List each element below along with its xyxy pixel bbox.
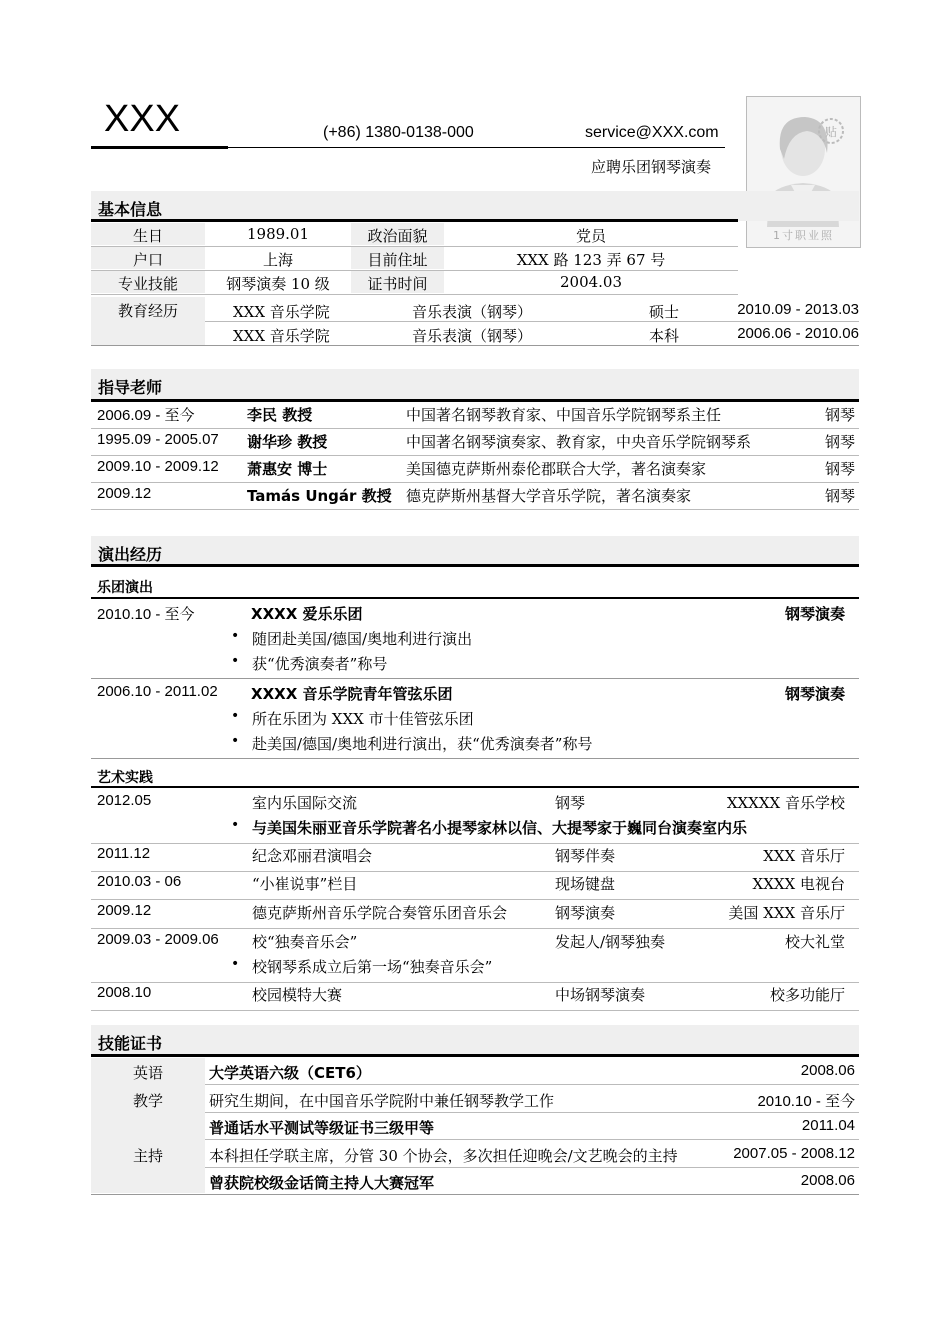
teacher-field: 钢琴 <box>824 406 855 424</box>
teacher-period: 2009.10 - 2009.12 <box>97 458 219 475</box>
basic-value: 2004.03 <box>559 273 623 291</box>
band-role: 钢琴演奏 <box>784 685 845 703</box>
basic-label: 证书时间 <box>367 275 428 293</box>
band-bullet: 随团赴美国/德国/奥地利进行演出 <box>252 630 473 648</box>
teacher-desc: 德克萨斯州基督大学音乐学院，著名演奏家 <box>406 487 692 505</box>
art-period: 2012.05 <box>97 792 152 809</box>
teacher-desc: 美国德克萨斯州泰伦郡联合大学，著名演奏家 <box>406 460 707 478</box>
edu-period: 2006.06 - 2010.06 <box>737 325 859 342</box>
band-bullet: 所在乐团为 XXX 市十佳管弦乐团 <box>252 710 474 728</box>
band-period: 2006.10 - 2011.02 <box>97 683 218 700</box>
basic-label: 政治面貌 <box>367 227 428 245</box>
teacher-name: 谢华珍 教授 <box>247 433 328 451</box>
row-divider <box>91 1194 859 1195</box>
skill-date: 2008.06 <box>800 1172 855 1189</box>
row-divider <box>91 294 738 295</box>
teacher-name: 萧惠安 博士 <box>247 460 328 478</box>
skill-label: 教学 <box>132 1092 163 1110</box>
band-bullet: 获“优秀演奏者”称号 <box>252 655 388 673</box>
row-divider <box>205 321 859 322</box>
candidate-name: XXX <box>104 98 181 140</box>
row-divider <box>91 1010 859 1011</box>
basic-label: 专业技能 <box>117 275 178 293</box>
section-header-skills <box>91 1025 859 1055</box>
art-period: 2010.03 - 06 <box>97 873 182 890</box>
photo-stamp: 贴 <box>824 125 838 139</box>
teacher-period: 2006.09 - 至今 <box>97 407 195 424</box>
skill-label: 英语 <box>132 1064 163 1082</box>
teacher-field: 钢琴 <box>824 433 855 451</box>
row-divider <box>91 899 859 900</box>
edu-school: XXX 音乐学院 <box>233 327 330 345</box>
art-period: 2008.10 <box>97 984 152 1001</box>
skill-text: 曾获院校级金话筒主持人大赛冠军 <box>209 1174 435 1192</box>
teacher-name: 李民 教授 <box>247 406 313 424</box>
teacher-period: 2009.12 <box>97 485 152 502</box>
art-bullet: 与美国朱丽亚音乐学院著名小提琴家林以信、大提琴家于巍同台演奏室内乐 <box>252 819 748 837</box>
row-divider <box>91 678 859 679</box>
photo-placeholder <box>746 96 861 248</box>
art-role: 钢琴伴奏 <box>555 847 616 865</box>
edu-degree: 本科 <box>649 327 680 345</box>
skill-label: 主持 <box>132 1147 163 1165</box>
art-role: 钢琴 <box>555 794 586 812</box>
skill-text: 普通话水平测试等级证书三级甲等 <box>209 1119 435 1137</box>
email-address: service@XXX.com <box>585 124 719 141</box>
band-period: 2010.10 - 至今 <box>97 606 195 623</box>
bullet-dot: • <box>231 817 240 833</box>
section-title: 基本信息 <box>98 200 163 219</box>
performance-rule <box>91 564 859 567</box>
edu-major: 音乐表演（钢琴） <box>412 303 533 321</box>
teacher-desc: 中国著名钢琴教育家、中国音乐学院钢琴系主任 <box>406 406 722 424</box>
skill-date: 2007.05 - 2008.12 <box>733 1145 855 1162</box>
art-event: 室内乐国际交流 <box>252 794 358 812</box>
subsection-title-arts: 艺术实践 <box>97 770 153 786</box>
basic-value: 党员 <box>575 227 606 245</box>
teacher-field: 钢琴 <box>824 460 855 478</box>
band-org: XXXX 爱乐乐团 <box>251 605 363 623</box>
art-venue: XXX 音乐厅 <box>763 847 845 865</box>
row-divider <box>205 1167 859 1168</box>
teacher-field: 钢琴 <box>824 487 855 505</box>
basic-label: 户口 <box>132 251 163 269</box>
art-role: 钢琴演奏 <box>555 904 616 922</box>
edu-major: 音乐表演（钢琴） <box>412 327 533 345</box>
row-divider <box>91 455 859 456</box>
bullet-dot: • <box>231 653 240 669</box>
art-period: 2009.03 - 2009.06 <box>97 931 219 948</box>
row-divider <box>91 871 859 872</box>
skill-date: 2008.06 <box>800 1062 855 1079</box>
basic-label: 目前住址 <box>367 251 428 269</box>
section-title: 指导老师 <box>98 378 163 397</box>
row-divider <box>91 428 859 429</box>
teacher-desc: 中国著名钢琴演奏家、教育家，中央音乐学院钢琴系 <box>406 433 752 451</box>
skill-text: 大学英语六级（CET6） <box>209 1064 371 1082</box>
bullet-dot: • <box>231 628 240 644</box>
teachers-rule <box>91 399 859 402</box>
basic-value: 1989.01 <box>246 225 310 243</box>
bullet-dot: • <box>231 733 240 749</box>
skill-text: 本科担任学联主席，分管 30 个协会，多次担任迎晚会/文艺晚会的主持 <box>209 1147 678 1165</box>
section-title: 技能证书 <box>98 1034 163 1053</box>
art-period: 2009.12 <box>97 902 152 919</box>
row-divider <box>91 843 859 844</box>
skill-date: 2011.04 <box>801 1117 855 1134</box>
basic-value: 上海 <box>262 251 293 269</box>
art-role: 现场键盘 <box>555 875 616 893</box>
basic-value: XXX 路 123 弄 67 号 <box>516 251 666 269</box>
row-divider <box>91 758 859 759</box>
band-role: 钢琴演奏 <box>784 605 845 623</box>
section-header-teachers <box>91 369 859 399</box>
row-divider <box>91 982 859 983</box>
art-venue: 校大礼堂 <box>784 933 845 951</box>
photo-caption: 1寸职业照 <box>773 229 834 242</box>
section-title: 演出经历 <box>98 545 163 564</box>
row-divider <box>205 1139 859 1140</box>
art-role: 中场钢琴演奏 <box>555 986 646 1004</box>
arts-rule <box>91 786 859 788</box>
art-event: 德克萨斯州音乐学院合奏管乐团音乐会 <box>252 904 508 922</box>
edu-degree: 硕士 <box>649 303 680 321</box>
header-thin-rule <box>228 147 725 148</box>
band-org: XXXX 音乐学院青年管弦乐团 <box>251 685 453 703</box>
edu-school: XXX 音乐学院 <box>233 303 330 321</box>
bands-rule <box>91 597 859 599</box>
skills-rule <box>91 1054 859 1057</box>
row-divider <box>205 1084 859 1085</box>
edu-label: 教育经历 <box>117 302 178 320</box>
job-objective: 应聘乐团钢琴演奏 <box>591 158 712 176</box>
art-event: 校园模特大赛 <box>252 986 343 1004</box>
band-bullet: 赴美国/德国/奥地利进行演出，获“优秀演奏者”称号 <box>252 735 593 753</box>
art-bullet: 校钢琴系成立后第一场“独奏音乐会” <box>252 958 493 976</box>
teacher-name: Tamás Ungár 教授 <box>247 487 392 505</box>
bullet-dot: • <box>231 708 240 724</box>
subsection-title-bands: 乐团演出 <box>97 580 153 596</box>
teacher-period: 1995.09 - 2005.07 <box>97 431 219 448</box>
skill-text: 研究生期间，在中国音乐学院附中兼任钢琴教学工作 <box>209 1092 555 1110</box>
row-divider <box>91 482 859 483</box>
art-period: 2011.12 <box>97 845 151 862</box>
art-venue: XXXXX 音乐学校 <box>726 794 845 812</box>
art-venue: 校多功能厅 <box>769 986 845 1004</box>
header-thick-rule <box>91 146 228 149</box>
art-event: 纪念邓丽君演唱会 <box>252 847 373 865</box>
edu-period: 2010.09 - 2013.03 <box>737 301 859 318</box>
art-venue: 美国 XXX 音乐厅 <box>728 904 845 922</box>
bullet-dot: • <box>231 956 240 972</box>
row-divider <box>91 509 859 510</box>
art-event: 校“独奏音乐会” <box>252 933 358 951</box>
row-divider <box>91 928 859 929</box>
basic-rule <box>91 219 738 222</box>
section-header-basic <box>91 191 859 221</box>
basic-label: 生日 <box>132 227 163 245</box>
art-venue: XXXX 电视台 <box>752 875 845 893</box>
art-event: “小崔说事”栏目 <box>252 875 358 893</box>
phone-number: (+86) 1380-0138-000 <box>323 124 474 141</box>
skill-date: 2010.10 - 至今 <box>757 1093 855 1110</box>
row-divider <box>205 1112 859 1113</box>
art-role: 发起人/钢琴独奏 <box>555 933 666 951</box>
edu-bottom-rule <box>91 345 859 346</box>
section-header-performance <box>91 536 859 566</box>
basic-value: 钢琴演奏 10 级 <box>226 275 330 293</box>
